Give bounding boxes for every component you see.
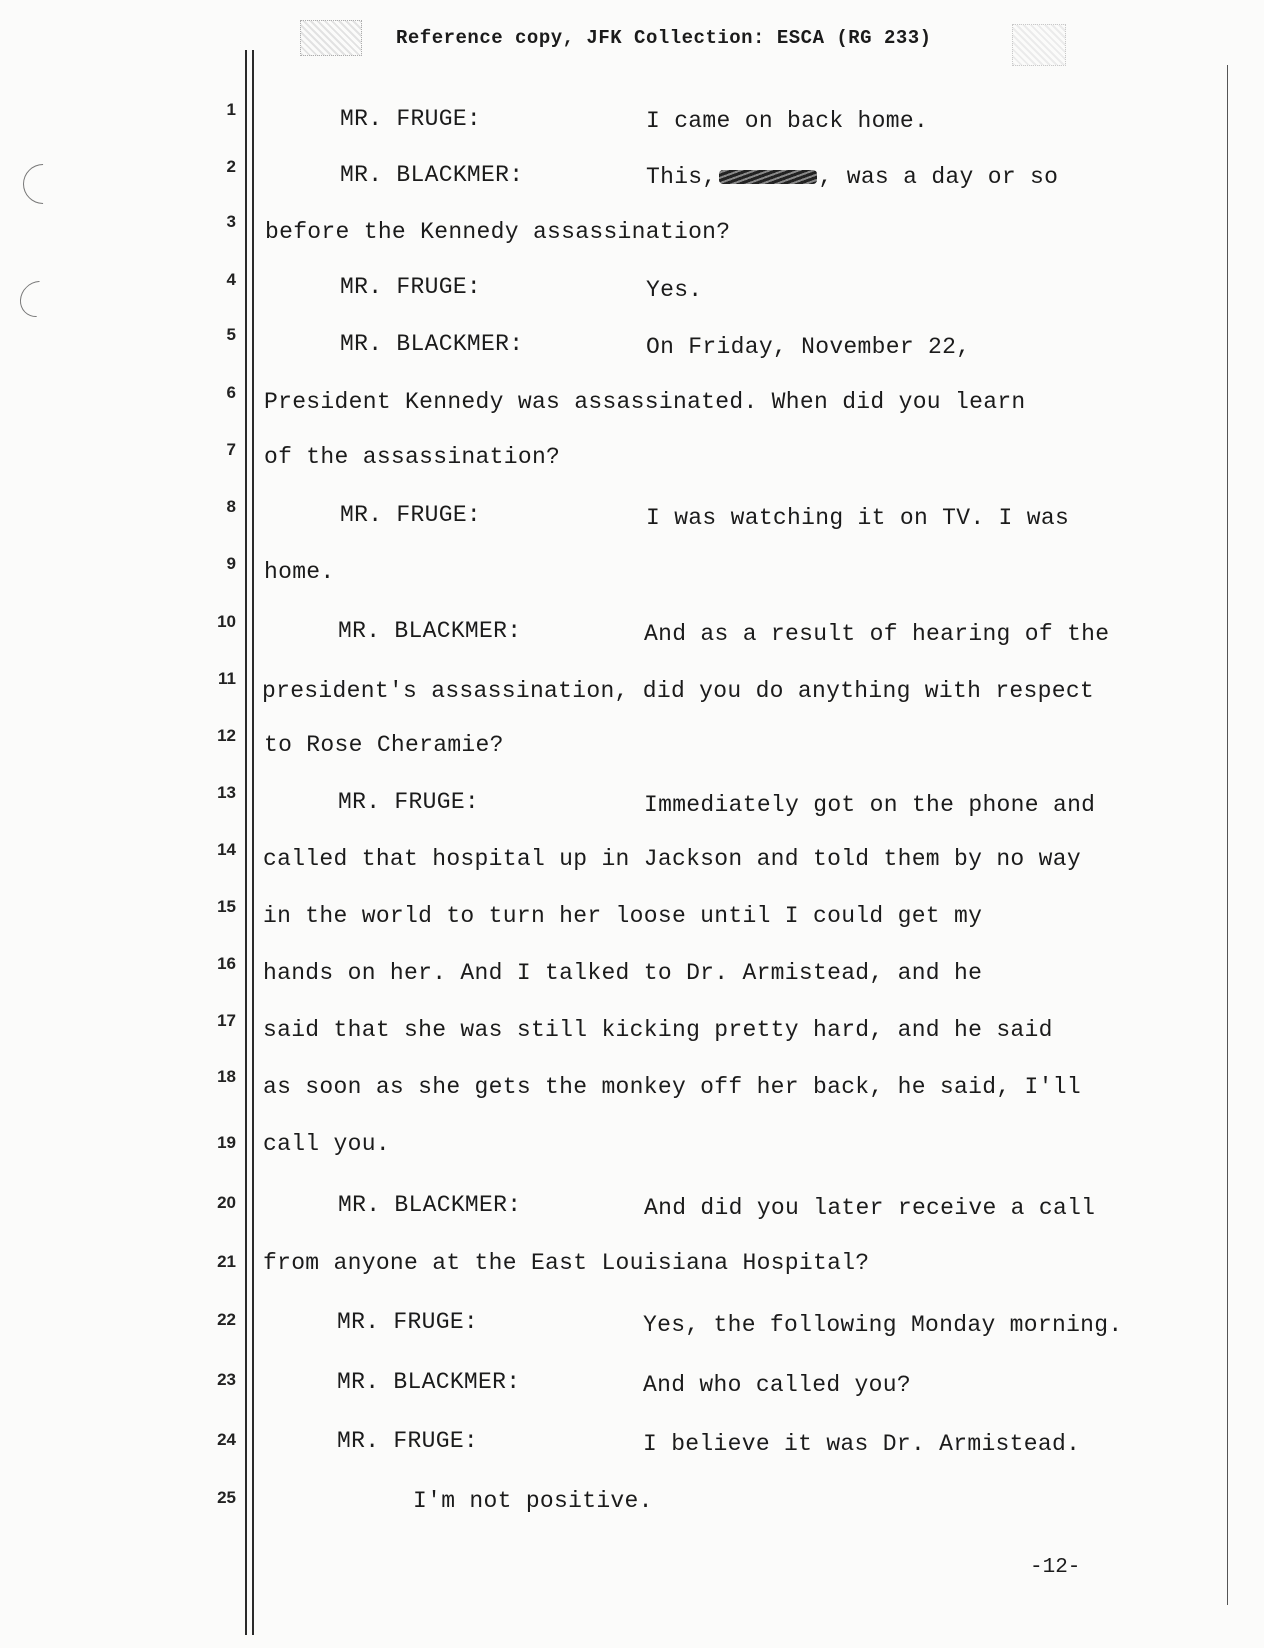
archive-stamp-left	[300, 20, 362, 56]
transcript-text: said that she was still kicking pretty hard, and he said	[263, 1017, 1053, 1043]
speaker-label: MR. BLACKMER:	[338, 1192, 522, 1218]
margin-rule-left-outer	[245, 50, 247, 1635]
line-number: 12	[217, 726, 236, 745]
transcript-text: And who called you?	[643, 1372, 911, 1398]
transcript-text: I was watching it on TV. I was	[646, 505, 1070, 531]
speaker-label: MR. BLACKMER:	[337, 1369, 521, 1395]
line-number: 25	[217, 1488, 236, 1507]
speaker-label: MR. FRUGE:	[337, 1428, 479, 1454]
line-number: 9	[226, 554, 236, 573]
transcript-text: Yes.	[646, 277, 703, 303]
speaker-label: MR. BLACKMER:	[340, 162, 524, 188]
line-number: 16	[217, 954, 236, 973]
line-number: 19	[217, 1133, 236, 1152]
margin-rule-left-inner	[252, 50, 254, 1635]
line-number: 14	[217, 840, 236, 859]
speaker-label: MR. FRUGE:	[338, 789, 480, 815]
transcript-text: home.	[264, 559, 335, 585]
transcript-text: hands on her. And I talked to Dr. Armistead, and he	[263, 960, 983, 986]
transcript-text	[646, 164, 1058, 190]
transcript-text: from anyone at the East Louisiana Hospital?	[263, 1250, 870, 1276]
transcript-text: to Rose Cheramie?	[264, 732, 504, 758]
transcript-text-after: , was a day or so	[818, 164, 1059, 190]
line-number: 24	[217, 1430, 236, 1449]
transcript-text: in the world to turn her loose until I could get my	[263, 903, 983, 929]
transcript-text: as soon as she gets the monkey off her back, he said, I'll	[263, 1074, 1081, 1100]
transcript-text: call you.	[263, 1131, 390, 1157]
archive-stamp-right	[1012, 24, 1066, 66]
line-number: 1	[226, 100, 236, 119]
transcript-text: of the assassination?	[264, 444, 561, 470]
line-number: 22	[217, 1310, 236, 1329]
line-number: 2	[226, 157, 236, 176]
line-number: 6	[226, 383, 236, 402]
line-number: 20	[217, 1193, 236, 1212]
speaker-label: MR. BLACKMER:	[338, 618, 522, 644]
transcript-text: I came on back home.	[646, 108, 929, 134]
speaker-label: MR. FRUGE:	[340, 274, 482, 300]
transcript-text-before: This,	[646, 164, 717, 190]
transcript-text: before the Kennedy assassination?	[265, 219, 731, 245]
speaker-label: MR. FRUGE:	[340, 106, 482, 132]
transcript-text: President Kennedy was assassinated. When did you learn	[264, 389, 1026, 415]
line-number: 11	[218, 669, 236, 688]
line-number: 5	[226, 325, 236, 344]
redaction-mark	[719, 170, 817, 184]
transcript-text: president's assassination, did you do anything with respect	[262, 678, 1095, 704]
page-number: -12-	[1030, 1556, 1081, 1579]
speaker-label: MR. FRUGE:	[340, 502, 482, 528]
line-number: 18	[217, 1067, 236, 1086]
transcript-text: Yes, the following Monday morning.	[643, 1312, 1123, 1338]
line-number: 7	[226, 440, 236, 459]
line-number: 21	[217, 1252, 236, 1271]
transcript-text: And did you later receive a call	[644, 1195, 1096, 1221]
transcript-text: And as a result of hearing of the	[644, 621, 1110, 647]
transcript-text: called that hospital up in Jackson and told them by no way	[263, 846, 1081, 872]
punch-hole-icon	[15, 156, 72, 213]
line-number: 4	[226, 270, 236, 289]
margin-rule-right	[1227, 65, 1228, 1605]
line-number: 23	[217, 1370, 236, 1389]
transcript-text: Immediately got on the phone and	[644, 792, 1096, 818]
line-number: 13	[217, 783, 236, 802]
punch-hole-icon	[13, 274, 64, 325]
line-number: 8	[226, 497, 236, 516]
line-number: 3	[226, 212, 236, 231]
line-number: 17	[217, 1011, 236, 1030]
transcript-text: I'm not positive.	[413, 1488, 653, 1514]
transcript-text: On Friday, November 22,	[646, 334, 971, 360]
speaker-label: MR. BLACKMER:	[340, 331, 524, 357]
transcript-text: I believe it was Dr. Armistead.	[643, 1431, 1081, 1457]
speaker-label: MR. FRUGE:	[337, 1309, 479, 1335]
line-number: 15	[217, 897, 236, 916]
reference-header: Reference copy, JFK Collection: ESCA (RG 233)	[396, 27, 932, 49]
line-number: 10	[217, 612, 236, 631]
